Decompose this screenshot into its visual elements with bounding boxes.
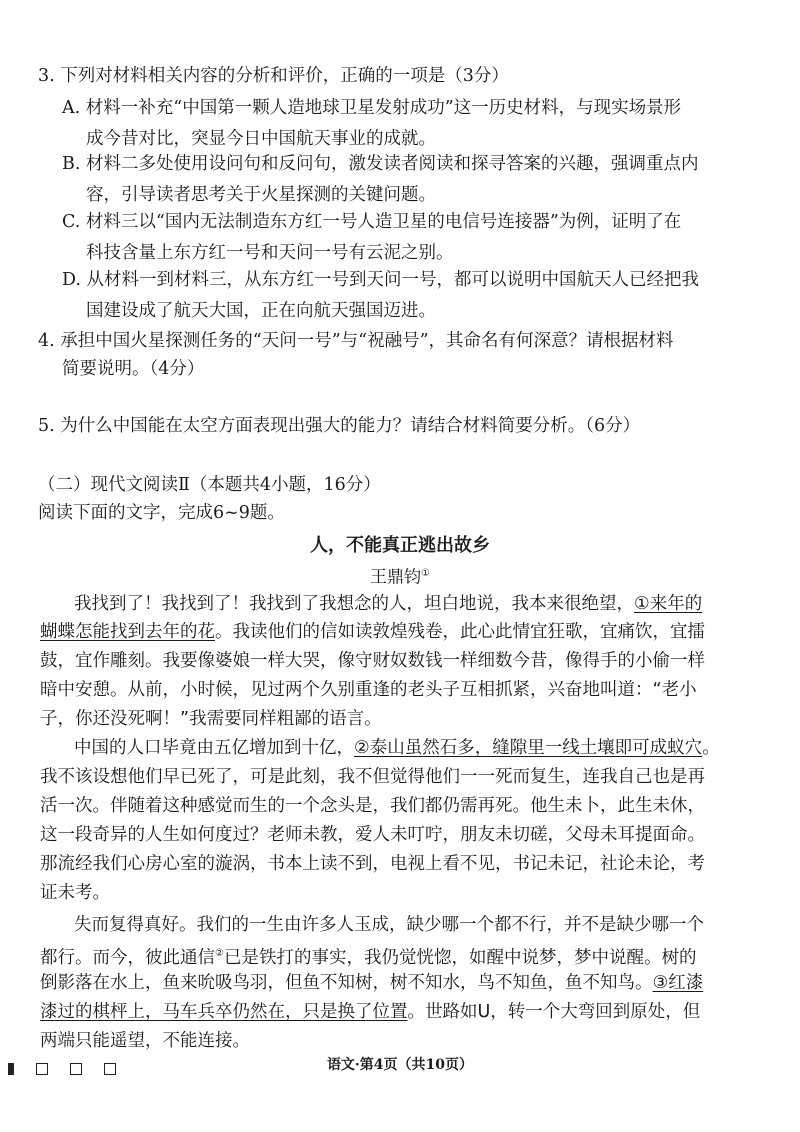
- underlined-sentence-2: ②泰山虽然石多，缝隙里一线土壤即可成蚁穴: [354, 738, 703, 758]
- underlined-sentence-1-cont: 蝴蝶怎能找到去年的花: [40, 622, 215, 642]
- p2-line5: 那流经我们心房心室的漩涡，书本上读不到，电视上看不见，书记未记，社论未论，考: [40, 854, 705, 874]
- option-b-line2: 容，引导读者思考关于火星探测的关键问题。: [86, 185, 436, 205]
- question-5: 5. 为什么中国能在太空方面表现出强大的能力？请结合材料简要分析。（6分）: [38, 416, 641, 436]
- option-a-line1: A. 材料一补充“中国第一颗人造地球卫星发射成功”这一历史材料，与现实场景形: [62, 98, 682, 118]
- p2-line1: 中国的人口毕竟由五亿增加到十亿，②泰山虽然石多，缝隙里一线土壤即可成蚁穴。: [74, 738, 720, 758]
- p2-line2: 我不该设想他们早已死了，可是此刻，我不但觉得他们一一死而复生，连我自己也是再: [40, 767, 705, 787]
- p1-line1: 我找到了！我找到了！我找到了我想念的人，坦白地说，我本来很绝望，①来年的: [74, 594, 703, 614]
- underlined-sentence-1: ①来年的: [634, 594, 703, 614]
- article-title: 人，不能真正逃出故乡: [310, 535, 490, 556]
- section-instruction: 阅读下面的文字，完成6~9题。: [38, 503, 285, 523]
- option-c-line1: C. 材料三以“国内无法制造东方红一号人造卫星的电信号连接器”为例，证明了在: [62, 212, 682, 232]
- footnote-mark-2: ②: [215, 948, 224, 959]
- p1-line3: 鼓，宜作雕刻。我要像婆娘一样大哭，像守财奴数钱一样细数今昔，像得手的小偷一样: [40, 651, 705, 671]
- option-a-line2: 成今昔对比，突显今日中国航天事业的成就。: [86, 129, 436, 149]
- question-3-stem: 3. 下列对材料相关内容的分析和评价，正确的一项是（3分）: [38, 66, 509, 86]
- author-footnote-mark: ①: [421, 568, 430, 579]
- underlined-sentence-3: ③红漆: [652, 973, 704, 993]
- option-c-line2: 科技含量上东方红一号和天问一号有云泥之别。: [86, 243, 454, 263]
- question-4-line1: 4. 承担中国火星探测任务的“天问一号”与“祝融号”，其命名有何深意？请根据材料: [38, 331, 674, 351]
- p3-line5: 两端只能遥望，不能连接。: [40, 1031, 250, 1051]
- p2-line4: 这一段奇异的人生如何度过？老师未教，爱人未叮咛，朋友未切磋，父母未耳提面命。: [40, 825, 705, 845]
- p3-line1: 失而复得真好。我们的一生由许多人玉成，缺少哪一个都不行，并不是缺少哪一个: [74, 915, 704, 935]
- option-d-line2: 国建设成了航天大国，正在向航天强国迈进。: [86, 301, 436, 321]
- p1-line5: 子，你还没死啊！”我需要同样粗鄙的语言。: [40, 709, 382, 729]
- p1-line2: 蝴蝶怎能找到去年的花。我读他们的信如读敦煌残卷，此心此情宜狂歌，宜痛饮，宜擂: [40, 622, 705, 642]
- question-4-line2: 简要说明。（4分）: [62, 359, 205, 379]
- option-b-line1: B. 材料二多处使用设问句和反问句，激发读者阅读和探寻答案的兴趣，强调重点内: [62, 154, 699, 174]
- p1-line4: 暗中安憩。从前，小时候，见过两个久别重逢的老头子互相抓紧，兴奋地叫道：“老小: [40, 680, 697, 700]
- option-d-line1: D. 从材料一到材料三，从东方红一号到天问一号，都可以说明中国航天人已经把我: [62, 270, 700, 290]
- p2-line3: 活一次。伴随着这种感觉而生的一个念头是，我们都仍需再死。他生未卜，此生未休，: [40, 796, 705, 816]
- p3-line4: 漆过的棋枰上，马车兵卒仍然在，只是换了位置。世路如U，转一个大弯回到原处，但: [40, 1002, 701, 1022]
- underlined-sentence-3-cont: 漆过的棋枰上，马车兵卒仍然在，只是换了位置: [40, 1002, 408, 1022]
- p3-line2: 都行。而今，彼此通信②已是铁打的事实，我仍觉恍惚，如醒中说梦，梦中说醒。树的: [40, 947, 697, 968]
- article-author: 王鼎钧①: [370, 567, 430, 588]
- p3-line3: 倒影落在水上，鱼来吮吸鸟羽，但鱼不知树，树不知水，鸟不知鱼，鱼不知鸟。③红漆: [40, 973, 704, 993]
- section-header: （二）现代文阅读Ⅱ（本题共4小题，16分）: [38, 475, 381, 495]
- page-footer: 语文·第4页（共10页）: [326, 1057, 474, 1073]
- p2-line6: 证未考。: [40, 883, 110, 903]
